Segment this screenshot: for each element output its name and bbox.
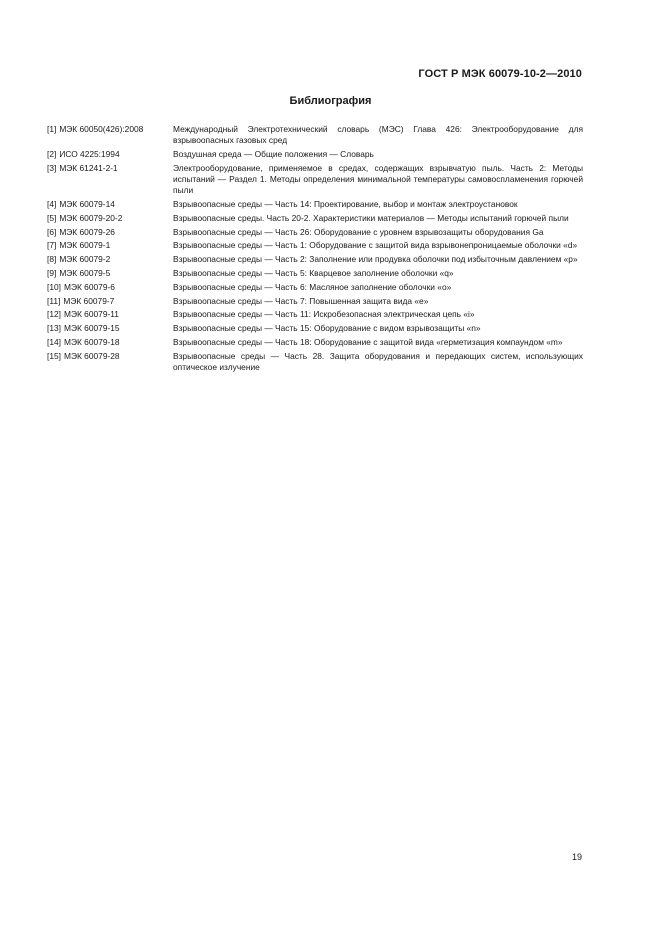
entry-number: [7] xyxy=(47,240,57,251)
entry-reference xyxy=(47,199,173,210)
entry-title: Электрооборудование, применяемое в средах, содержащих взрывчатую пыль. Часть 2: Методы испытаний — Раздел 1. Методы определения минимальной температуры самовоспламенения горючей пыли xyxy=(173,162,583,196)
bibliography-entry xyxy=(47,254,583,265)
entry-number: [12] xyxy=(47,309,61,320)
entry-standard-code: МЭК 60079-11 xyxy=(63,309,119,320)
entry-number: [13] xyxy=(47,323,61,334)
entry-reference xyxy=(47,213,173,224)
entry-reference xyxy=(47,240,173,251)
entry-title: Взрывоопасные среды — Часть 15: Оборудование с видом взрывозащиты «n» xyxy=(173,323,481,334)
bibliography-entry xyxy=(47,323,583,334)
entry-number: [2] xyxy=(47,149,57,159)
entry-standard-code: МЭК 60079-18 xyxy=(63,336,120,347)
page-number: 19 xyxy=(571,852,582,862)
entry-reference xyxy=(47,254,173,265)
bibliography-entry xyxy=(47,124,583,146)
entry-standard-code: МЭК 60079-26 xyxy=(59,226,115,237)
entry-title: Взрывоопасные среды. Часть 20-2. Характеристики материалов — Методы испытаний горючей пыли xyxy=(173,212,569,223)
bibliography-entry xyxy=(47,351,583,373)
entry-standard-code: МЭК 60079-15 xyxy=(63,323,120,334)
entry-number: [11] xyxy=(47,295,61,306)
entry-number: [3] xyxy=(47,162,57,173)
entry-number: [15] xyxy=(47,350,61,361)
bibliography-entry xyxy=(47,296,583,307)
entry-number: [6] xyxy=(47,226,57,237)
entry-number: [1] xyxy=(47,124,57,134)
entry-reference xyxy=(47,227,173,238)
entry-standard-code: МЭК 60050(426):2008 xyxy=(59,124,144,134)
bibliography-entry xyxy=(47,240,583,251)
entry-reference xyxy=(47,124,173,146)
entry-number: [10] xyxy=(47,281,61,292)
entry-title: Воздушная среда — Общие положения — Словарь xyxy=(173,149,374,159)
entry-reference xyxy=(47,296,173,307)
entry-reference xyxy=(47,323,173,334)
entry-standard-code: МЭК 60079-14 xyxy=(59,199,115,209)
entry-title: Международный Электротехнический словарь (МЭС) Глава 426: Электрооборудование для взрывоопасных газовых сред xyxy=(173,124,583,146)
entry-standard-code: МЭК 60079-1 xyxy=(59,240,111,251)
entry-standard-code: МЭК 60079-6 xyxy=(63,281,115,292)
entry-number: [4] xyxy=(47,199,57,209)
entry-reference xyxy=(47,282,173,293)
entry-standard-code: МЭК 60079-20-2 xyxy=(59,212,123,223)
entry-title: Взрывоопасные среды — Часть 18: Оборудование с защитой вида «герметизация компаундом «m» xyxy=(173,336,563,347)
bibliography-entry xyxy=(47,268,583,279)
entry-reference xyxy=(47,351,173,373)
bibliography-entry xyxy=(47,149,583,160)
entry-title: Взрывоопасные среды — Часть 1: Оборудование с защитой вида взрывонепроницаемые оболочки «d» xyxy=(173,240,578,251)
bibliography-title: Библиография xyxy=(289,95,372,107)
bibliography-entry xyxy=(47,213,583,224)
entry-title: Взрывоопасные среды — Часть 26: Оборудование с уровнем взрывозащиты оборудования Ga xyxy=(173,226,544,237)
entry-reference xyxy=(47,163,173,197)
entry-standard-code: МЭК 60079-2 xyxy=(59,254,111,265)
entry-title: Взрывоопасные среды — Часть 7: Повышенная защита вида «е» xyxy=(173,295,429,306)
entry-number: [8] xyxy=(47,254,57,265)
entry-title: Взрывоопасные среды — Часть 14: Проектирование, выбор и монтаж электроустановок xyxy=(173,199,518,209)
entry-number: [5] xyxy=(47,212,57,223)
entry-title: Взрывоопасные среды — Часть 6: Масляное заполнение оболочки «о» xyxy=(173,281,452,292)
entry-reference xyxy=(47,268,173,279)
bibliography-entry xyxy=(47,337,583,348)
entry-standard-code: МЭК 60079-28 xyxy=(63,350,120,361)
entry-reference xyxy=(47,309,173,320)
bibliography-entry xyxy=(47,227,583,238)
bibliography-list xyxy=(47,124,583,376)
entry-reference xyxy=(47,337,173,348)
bibliography-entry xyxy=(47,309,583,320)
bibliography-entry xyxy=(47,282,583,293)
entry-title: Взрывоопасные среды — Часть 5: Кварцевое заполнение оболочки «q» xyxy=(173,267,454,278)
entry-number: [14] xyxy=(47,336,61,347)
bibliography-entry xyxy=(47,163,583,197)
entry-title: Взрывоопасные среды — Часть 28. Защита оборудования и передающих систем, использующих оптическое излучение xyxy=(173,350,583,372)
page-header-standard: ГОСТ Р МЭК 60079-10-2—2010 xyxy=(418,68,582,80)
entry-title: Взрывоопасные среды — Часть 11: Искробезопасная электрическая цепь «i» xyxy=(173,309,475,320)
entry-standard-code: МЭК 60079-5 xyxy=(59,267,111,278)
entry-standard-code: МЭК 60079-7 xyxy=(63,295,115,306)
entry-reference xyxy=(47,149,173,160)
entry-standard-code: ИСО 4225:1994 xyxy=(59,149,120,159)
bibliography-entry xyxy=(47,199,583,210)
entry-title: Взрывоопасные среды — Часть 2: Заполнение или продувка оболочки под избыточным давлением «р» xyxy=(173,254,578,265)
entry-number: [9] xyxy=(47,267,57,278)
entry-standard-code: МЭК 61241-2-1 xyxy=(59,162,118,173)
